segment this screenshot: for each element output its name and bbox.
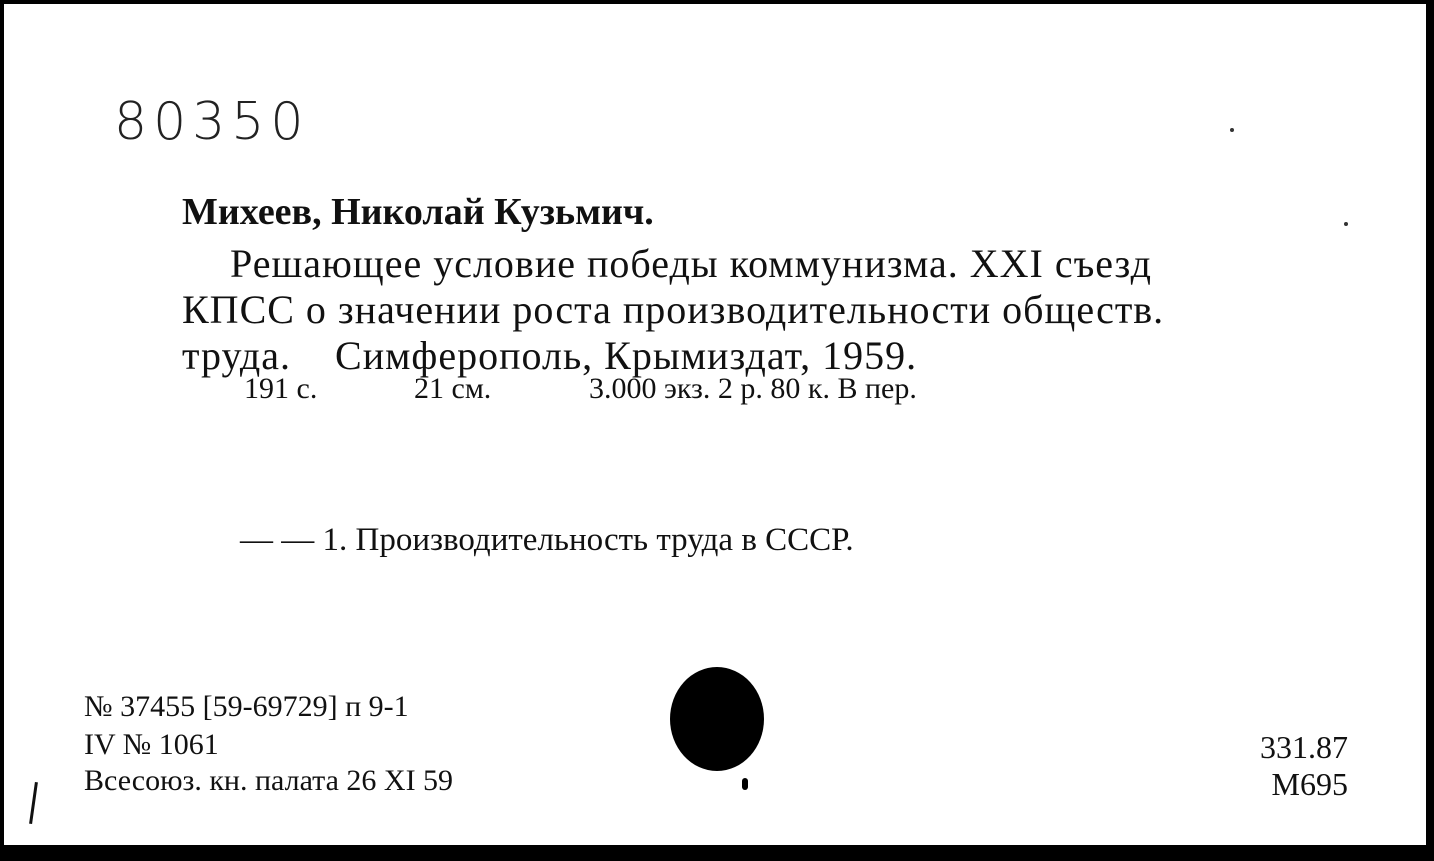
author-mark: М695: [1271, 766, 1348, 802]
collation-size: 21 см.: [414, 372, 492, 405]
pencil-mark: [29, 782, 38, 824]
speck: [1344, 222, 1348, 226]
title-line-1: Решающее условие победы коммунизма. XXI съезд: [230, 241, 1152, 286]
footer-registration-number: № 37455 [59-69729] п 9-1: [84, 690, 409, 723]
udc-classification: 331.87: [1260, 729, 1348, 765]
subject-heading: — — 1. Производительность труда в СССР.: [240, 522, 854, 558]
ink-dot: [742, 778, 748, 790]
accession-number: 80350: [114, 92, 310, 152]
scan-border-right: [1426, 0, 1434, 861]
footer-publisher-chamber: Всесоюз. кн. палата 26 XI 59: [84, 764, 454, 797]
title-line-3: труда. Симферополь, Крымиздат, 1959.: [182, 333, 918, 378]
collation-copies-price: 3.000 экз. 2 р. 80 к. В пер.: [589, 372, 917, 405]
footer-quarter-number: IV № 1061: [84, 728, 219, 761]
author-heading: Михеев, Николай Кузьмич.: [182, 191, 654, 233]
title-line-2: КПСС о значении роста производительности обществ.: [182, 287, 1165, 332]
collation-pages: 191 с.: [244, 372, 318, 405]
punch-hole: [670, 667, 764, 771]
scan-border-bottom: [0, 847, 1434, 861]
catalog-card: [4, 4, 1428, 845]
speck: [1230, 128, 1234, 132]
